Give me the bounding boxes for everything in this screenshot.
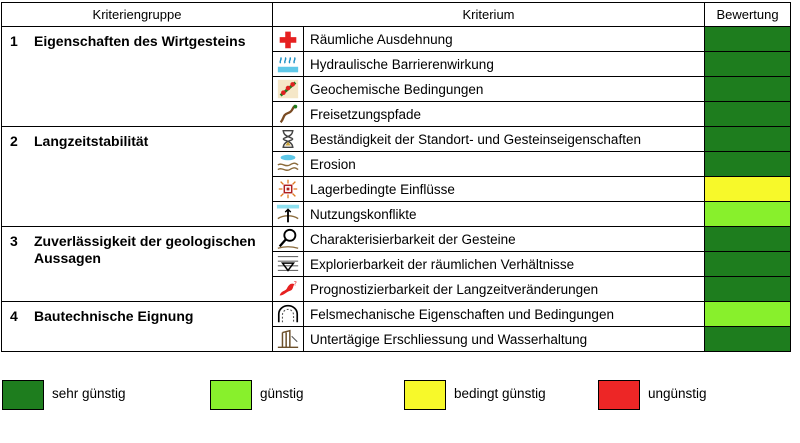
criterion-icon-cell <box>273 202 304 227</box>
exploration-layers-icon <box>274 252 302 276</box>
repository-effects-icon <box>274 177 302 201</box>
criterion-row <box>2 227 791 252</box>
legend-label: sehr günstig <box>52 386 126 401</box>
geochemistry-icon <box>274 77 302 101</box>
criterion-icon-cell <box>273 152 304 177</box>
criterion-label: Charakterisierbarkeit der Gesteine <box>304 227 705 252</box>
criterion-label: Geochemische Bedingungen <box>304 77 705 102</box>
legend-label: bedingt günstig <box>454 386 546 401</box>
criteria-table <box>1 2 791 352</box>
criterion-icon-cell <box>273 52 304 77</box>
hourglass-icon <box>274 127 302 151</box>
header-criterion: Kriterium <box>273 3 705 27</box>
criterion-label: Felsmechanische Eigenschaften und Bedingungen <box>304 302 705 327</box>
criterion-label: Beständigkeit der Standort- und Gesteinseigenschaften <box>304 127 705 152</box>
criterion-icon-cell <box>273 227 304 252</box>
legend-swatch <box>210 380 252 410</box>
legend-label: günstig <box>260 386 304 401</box>
criterion-icon-cell <box>273 77 304 102</box>
legend-swatch <box>2 380 44 410</box>
prediction-icon <box>274 277 302 301</box>
table-body <box>2 27 791 352</box>
rating-cell <box>705 52 791 77</box>
group-cell <box>2 227 273 302</box>
rating-cell <box>705 27 791 52</box>
access-shaft-icon <box>274 327 302 351</box>
group-number: 1 <box>10 33 18 49</box>
group-number: 3 <box>10 233 18 249</box>
drilling-conflict-icon <box>274 202 302 226</box>
magnifier-icon <box>274 227 302 251</box>
group-name: Eigenschaften des Wirtgesteins <box>34 33 246 49</box>
criterion-row <box>2 127 791 152</box>
legend-swatch <box>598 380 640 410</box>
rating-cell <box>705 77 791 102</box>
erosion-icon <box>274 152 302 176</box>
rating-cell <box>705 252 791 277</box>
criterion-row <box>2 27 791 52</box>
header-group: Kriteriengruppe <box>2 3 273 27</box>
tunnel-icon <box>274 302 302 326</box>
criterion-label: Hydraulische Barrierenwirkung <box>304 52 705 77</box>
rating-legend <box>0 380 800 410</box>
table-header-row <box>2 3 791 27</box>
rating-cell <box>705 152 791 177</box>
group-name: Bautechnische Eignung <box>34 308 194 324</box>
criterion-label: Freisetzungspfade <box>304 102 705 127</box>
criterion-row <box>2 302 791 327</box>
criterion-label: Explorierbarkeit der räumlichen Verhältnisse <box>304 252 705 277</box>
criterion-label: Nutzungskonflikte <box>304 202 705 227</box>
criterion-icon-cell <box>273 127 304 152</box>
criterion-label: Lagerbedingte Einflüsse <box>304 177 705 202</box>
rating-cell <box>705 177 791 202</box>
criterion-label: Räumliche Ausdehnung <box>304 27 705 52</box>
group-cell <box>2 127 273 227</box>
group-number: 2 <box>10 133 18 149</box>
rating-cell <box>705 202 791 227</box>
criterion-label: Erosion <box>304 152 705 177</box>
rating-cell <box>705 302 791 327</box>
legend-label: ungünstig <box>648 386 707 401</box>
criterion-icon-cell <box>273 177 304 202</box>
rating-cell <box>705 102 791 127</box>
rating-cell <box>705 327 791 352</box>
legend-swatch <box>404 380 446 410</box>
group-number: 4 <box>10 308 18 324</box>
header-rating: Bewertung <box>705 3 791 27</box>
svg-text:?: ? <box>293 279 297 288</box>
rating-cell <box>705 277 791 302</box>
group-name: Zuverlässigkeit der geologischen Aussagen <box>34 233 256 266</box>
criterion-label: Prognostizierbarkeit der Langzeitveränderungen <box>304 277 705 302</box>
water-barrier-icon <box>274 52 302 76</box>
group-cell <box>2 302 273 352</box>
criterion-icon-cell <box>273 302 304 327</box>
rating-cell <box>705 127 791 152</box>
group-cell <box>2 27 273 127</box>
criterion-icon-cell <box>273 327 304 352</box>
red-cross-expansion-icon <box>274 27 302 51</box>
criterion-label: Untertägige Erschliessung und Wasserhaltung <box>304 327 705 352</box>
rating-cell <box>705 227 791 252</box>
criterion-icon-cell <box>273 27 304 52</box>
criterion-icon-cell <box>273 252 304 277</box>
release-path-icon <box>274 102 302 126</box>
criterion-icon-cell <box>273 277 304 302</box>
criterion-icon-cell <box>273 102 304 127</box>
group-name: Langzeitstabilität <box>34 133 149 149</box>
